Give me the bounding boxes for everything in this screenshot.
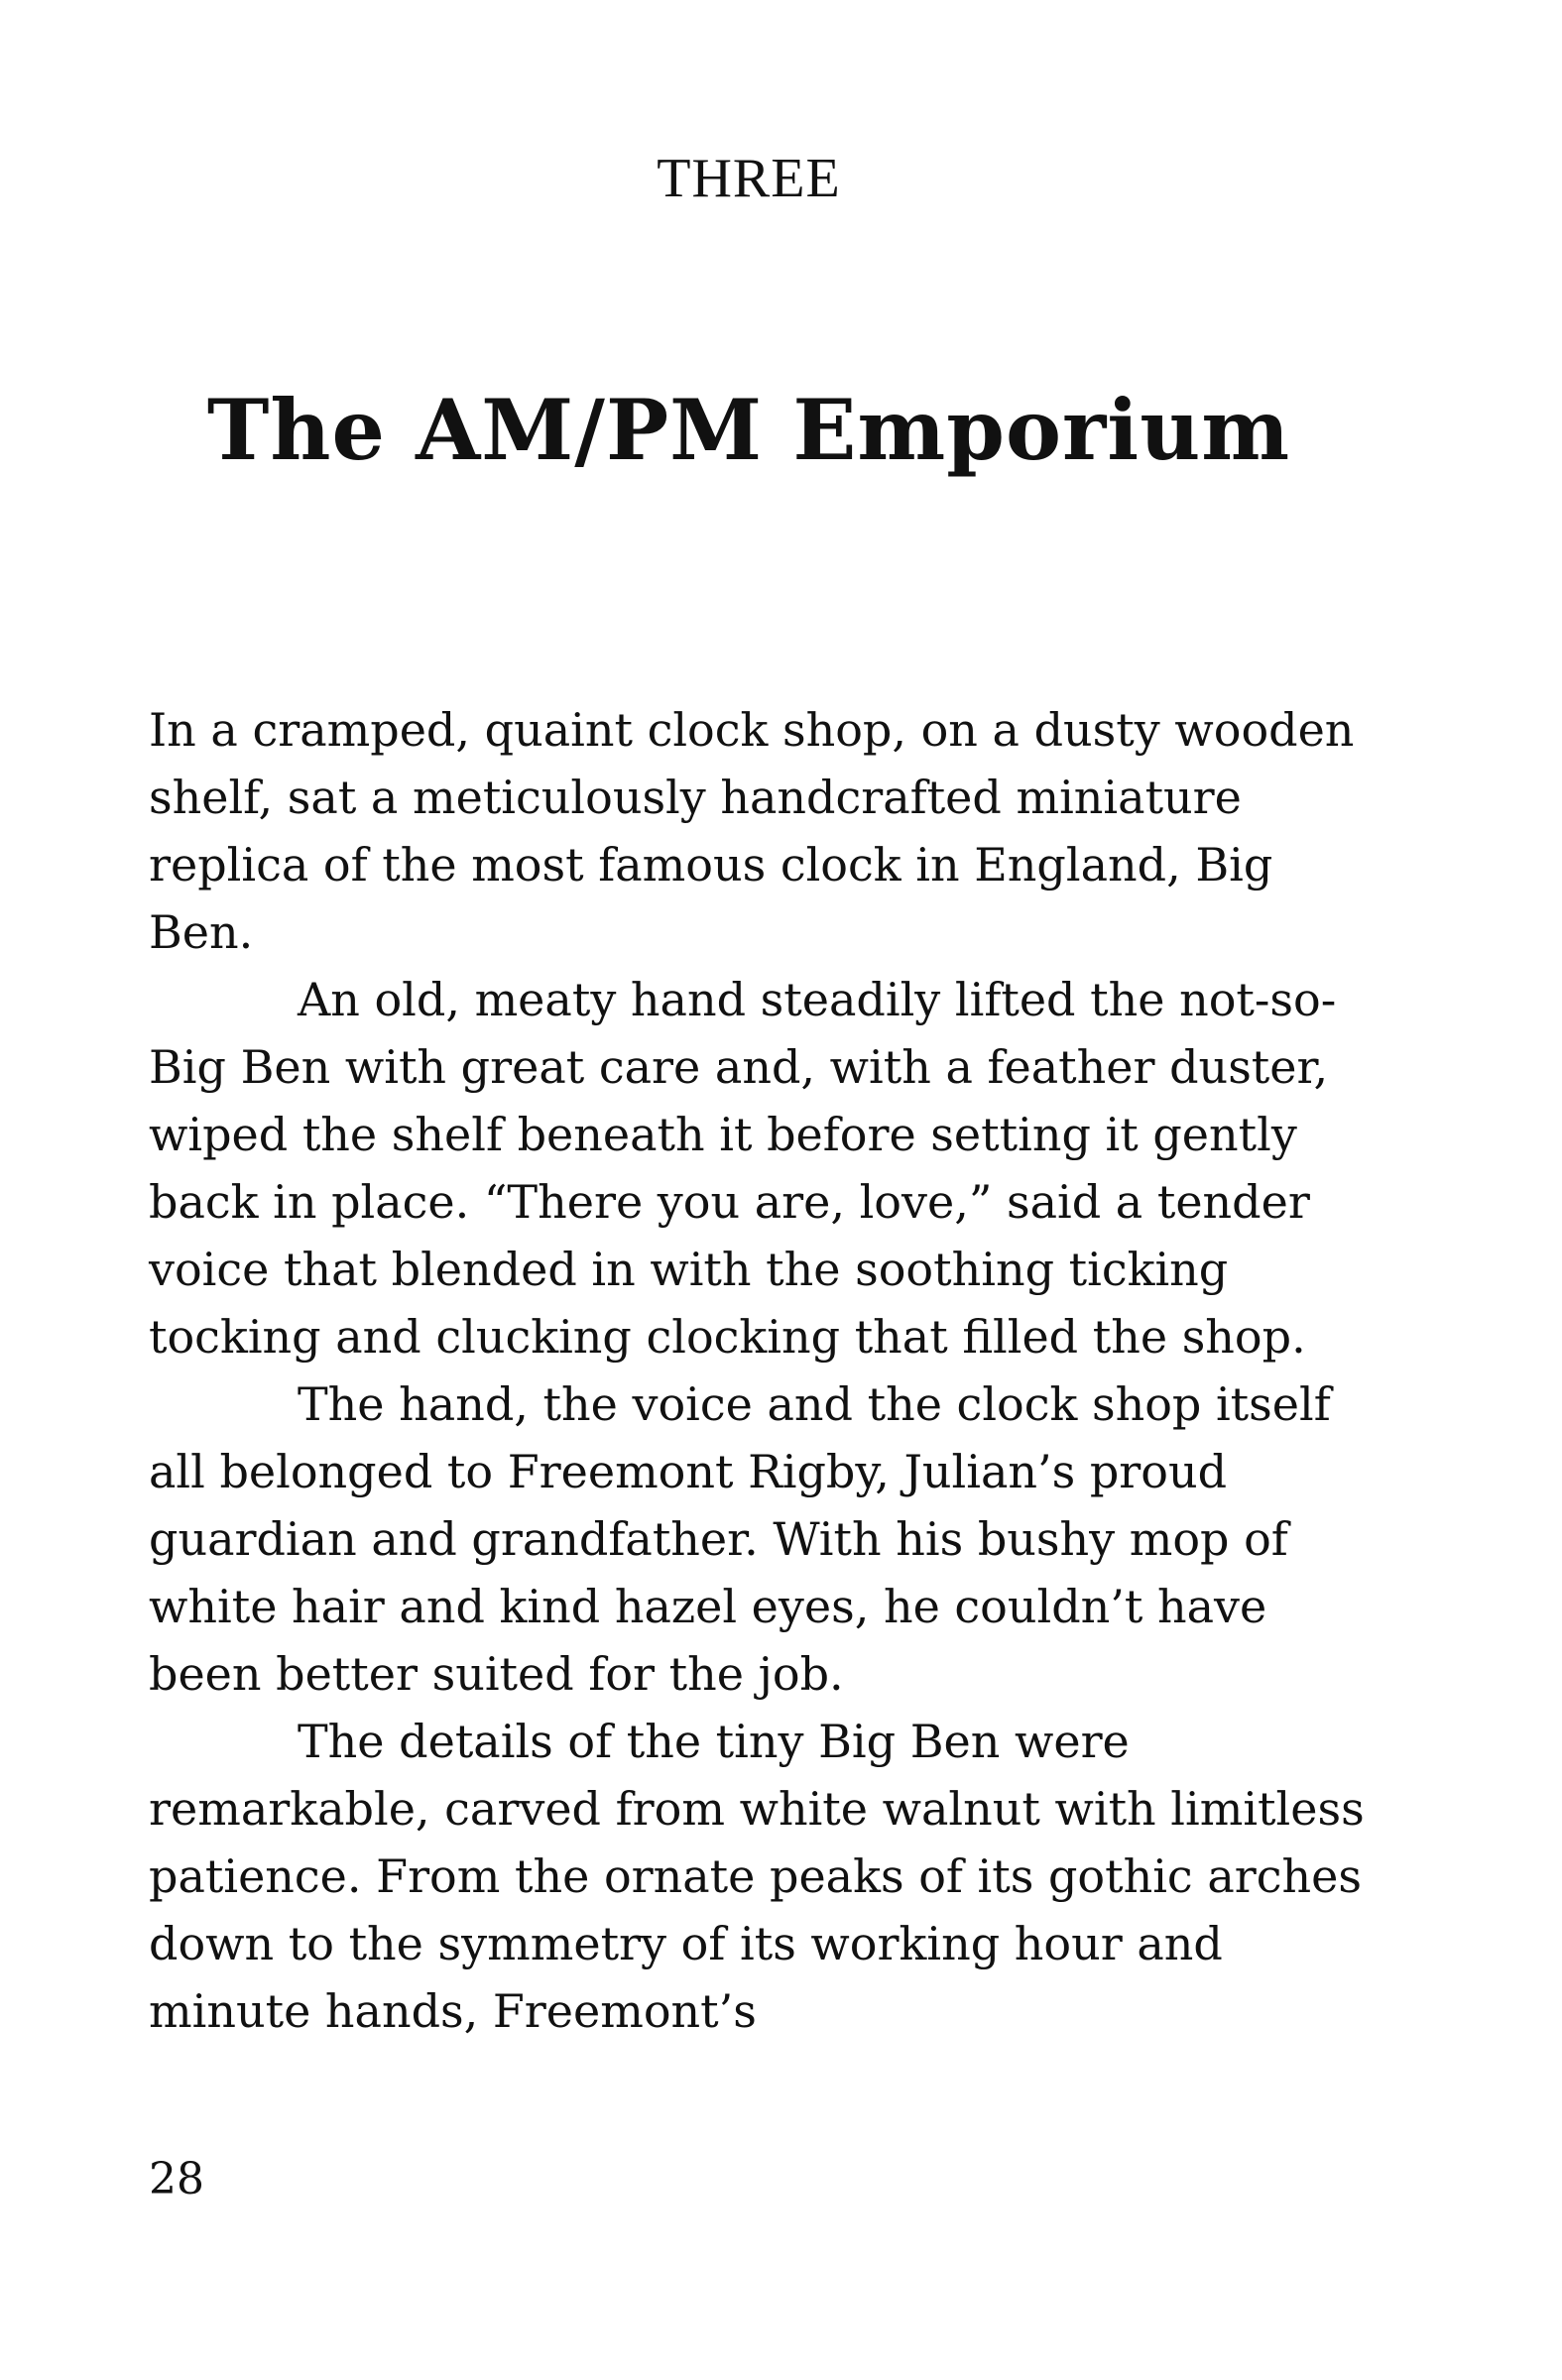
paragraph-2: An old, meaty hand steadily lifted the not-so-Big Ben with great care and, with a feather duster, wiped the shelf beneath it before setting it gently back in place. “There you are, love,” said a tender voice that blended in with the soothing ticking tocking and clucking clocking that filled the shop. [149,973,1337,1364]
chapter-number: THREE [657,148,841,209]
paragraph-1: In a cramped, quaint clock shop, on a dusty wooden shelf, sat a meticulously handcrafted miniature replica of the most famous clock in England, Big Ben. [149,703,1355,959]
page-number: 28 [149,2154,204,2204]
paragraph-4: The details of the tiny Big Ben were remarkable, carved from white walnut with limitless patience. From the ornate peaks of its gothic arches down to the symmetry of its working hour and minute hands, Freemont’s [149,1715,1365,2038]
paragraph-3: The hand, the voice and the clock shop itself all belonged to Freemont Rigby, Julian’s proud guardian and grandfather. With his bushy mop of white hair and kind hazel eyes, he couldn’t have been better suited for the job. [149,1377,1331,1701]
chapter-title: The AM/PM Emporium [206,381,1291,479]
chapter-body [149,696,1374,2045]
